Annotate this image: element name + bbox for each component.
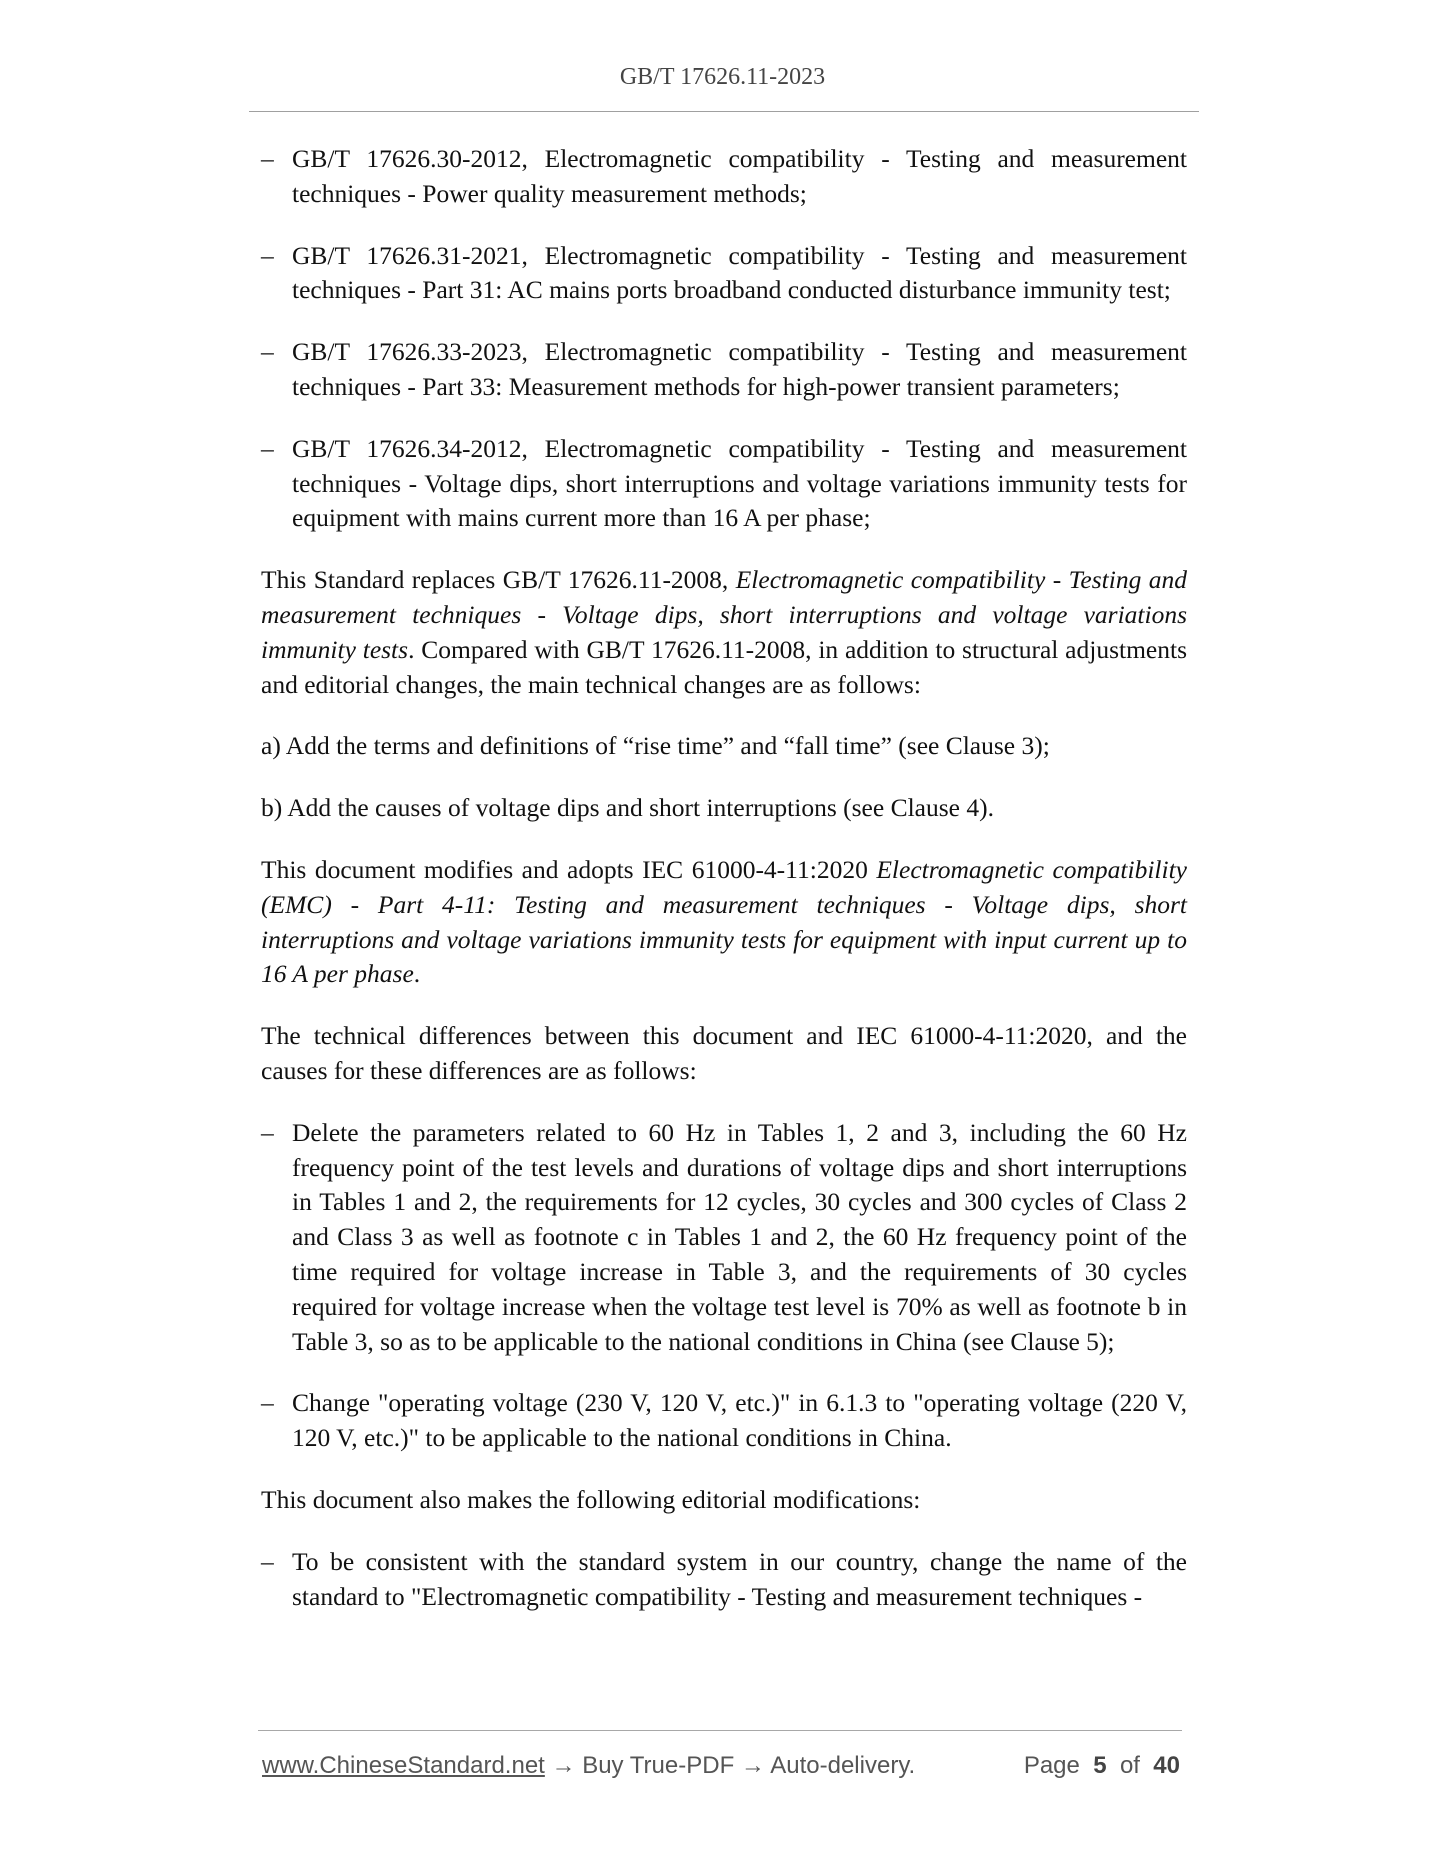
dash-bullet: – [261,337,274,367]
total-pages: 40 [1153,1752,1180,1779]
iec-standard-title: Electromagnetic compatibility (EMC) - Part 4-11: Testing and measurement techniques - Voltage dips, short interruptions and voltage variations immunity tests for equipment with input current up to 16 A per phase [261,854,1187,989]
difference-text: Change "operating voltage (230 V, 120 V, etc.)" in 6.1.3 to "operating voltage (220 V, 120 V, etc.)" to be applicable to the national conditions in China. [292,1388,1187,1453]
difference-item [261,1116,1187,1360]
editorial-text: To be consistent with the standard system in our country, change the name of the standard to "Electromagnetic compatibility - Testing and measurement techniques - [292,1546,1187,1611]
adopts-paragraph [261,853,1187,992]
dash-bullet: – [261,1546,274,1576]
page-label: Page [1023,1752,1080,1779]
page-footer [262,1752,1182,1780]
replaces-paragraph [261,563,1187,702]
footer-divider [258,1730,1182,1731]
chinesestandard-link[interactable]: www.ChineseStandard.net [262,1752,545,1779]
reference-text: GB/T 17626.33-2023, Electromagnetic compatibility - Testing and measurement techniques - Part 33: Measurement methods for high-power transient parameters; [292,337,1187,401]
page-of-label: of [1119,1752,1140,1779]
current-page: 5 [1093,1752,1107,1779]
buy-true-pdf-text: Buy True-PDF [582,1752,735,1779]
reference-item [261,239,1187,309]
arrow-right-icon: → [740,1752,765,1779]
dash-bullet: – [261,144,274,173]
page-header-title: GB/T 17626.11-2023 [619,64,826,90]
differences-intro: The technical differences between this document and IEC 61000-4-11:2020, and the causes for these differences are as follows: [261,1021,1187,1085]
change-item-b: b) Add the causes of voltage dips and short interruptions (see Clause 4). [261,793,994,823]
page-number [1024,1752,1180,1780]
arrow-right-icon: → [551,1752,576,1779]
reference-text: GB/T 17626.34-2012, Electromagnetic compatibility - Testing and measurement techniques - Voltage dips, short interruptions and voltage variations immunity tests for equipment with mains current more than 16 A per phase; [292,433,1187,533]
reference-item [261,432,1187,536]
dash-bullet: – [261,433,274,463]
auto-delivery-text: Auto-delivery. [770,1752,916,1779]
replaces-prefix: This Standard replaces GB/T 17626.11-2008, [261,565,736,595]
reference-text: GB/T 17626.31-2021, Electromagnetic compatibility - Testing and measurement techniques - Part 31: AC mains ports broadband conducted disturbance immunity test; [292,240,1187,305]
reference-item [261,335,1187,405]
reference-text: GB/T 17626.30-2012, Electromagnetic compatibility - Testing and measurement techniques - Power quality measurement methods; [292,144,1187,208]
editorial-intro: This document also makes the following editorial modifications: [261,1484,921,1514]
dash-bullet: – [261,1388,274,1418]
difference-item [261,1386,1187,1456]
dash-bullet: – [261,240,274,270]
replaced-standard-title: Electromagnetic compatibility - Testing and measurement techniques - Voltage dips, short interruptions and voltage variations immunity tests [261,565,1188,664]
adopts-suffix: . [413,959,421,989]
replaces-suffix: . Compared with GB/T 17626.11-2008, in addition to structural adjustments and editorial changes, the main technical changes are as follows: [261,634,1187,699]
difference-text: Delete the parameters related to 60 Hz in Tables 1, 2 and 3, including the 60 Hz frequency point of the test levels and durations of voltage dips and short interruptions in Tables 1 and 2, the requirements for 12 cycles, 30 cycles and 300 cycles of Class 2 and Class 3 as well as footnote c in Tables 1 and 2, the 60 Hz frequency point of the time required for voltage increase in Table 3, and the requirements of 30 cycles required for voltage increase when the voltage test level is 70% as well as footnote b in Table 3, so as to be applicable to the national conditions in China (see Clause 5); [292,1117,1187,1356]
header-divider [249,111,1199,112]
change-item-a: a) Add the terms and definitions of “rise time” and “fall time” (see Clause 3); [261,731,1050,761]
adopts-prefix: This document modifies and adopts IEC 61000-4-11:2020 [261,854,877,884]
dash-bullet: – [261,1117,274,1147]
editorial-item [261,1545,1187,1615]
document-body [261,142,1187,1641]
reference-item [261,142,1187,212]
